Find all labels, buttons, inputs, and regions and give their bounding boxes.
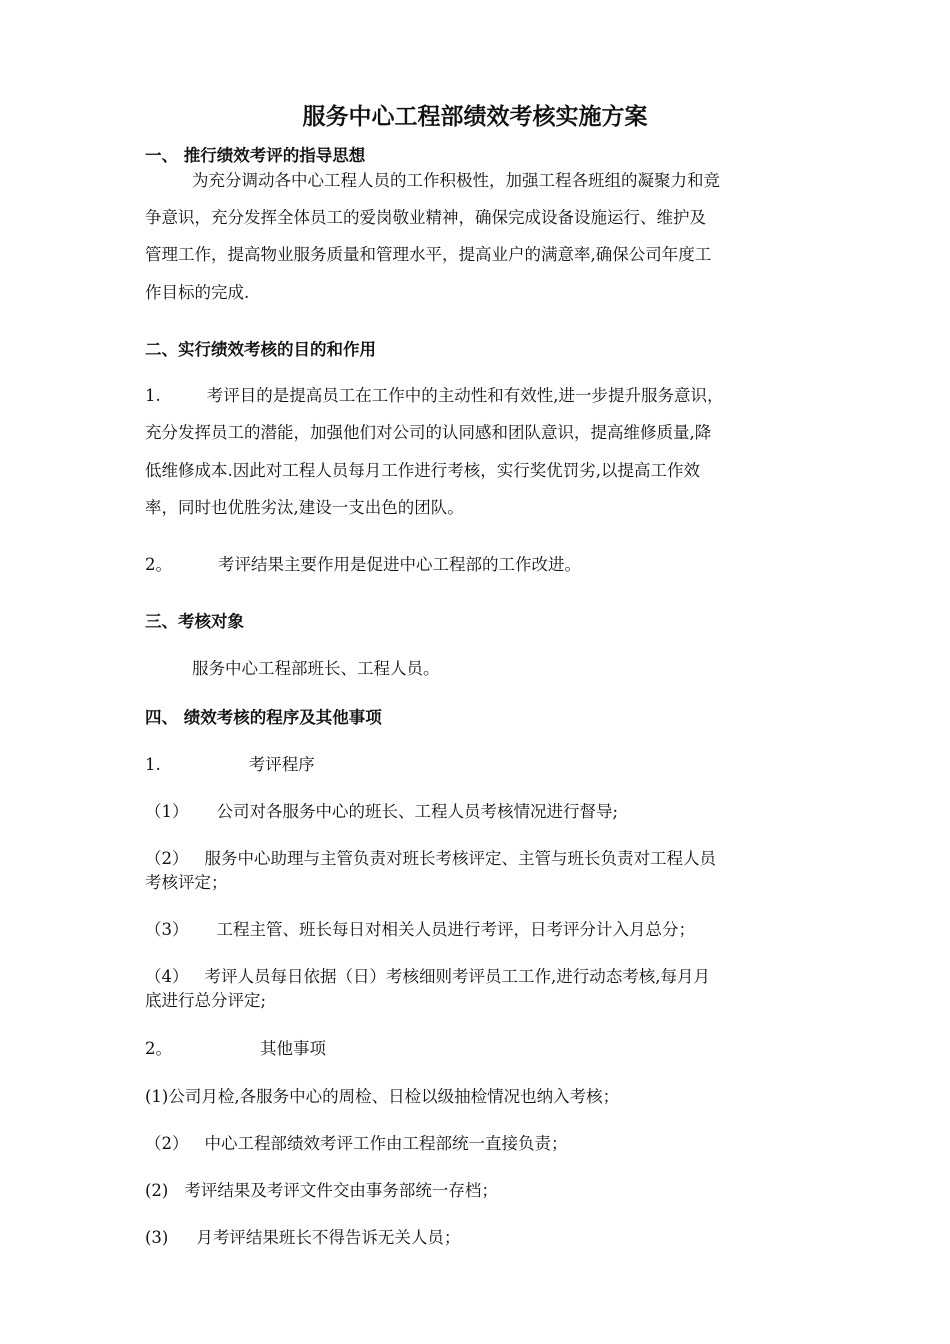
item-number: （1） (145, 802, 189, 821)
item-number: （2） (145, 1134, 189, 1153)
procedure-item-3 (145, 918, 695, 942)
procedure-item-4-line-2: 底进行总分评定; (145, 991, 267, 1010)
item-number: （4） (145, 967, 189, 986)
item-number: （3） (145, 920, 189, 939)
item-number: （2） (145, 849, 189, 868)
item-text: 公司对各服务中心的班长、工程人员考核情况进行督导; (216, 802, 619, 821)
item-text: 月考评结果班长不得告诉无关人员； (196, 1228, 461, 1247)
section-2-item-1-line-4: 率，同时也优胜劣汰,建设一支出色的团队。 (145, 498, 464, 517)
section-3-heading: 三、考核对象 (145, 612, 244, 631)
procedure-item-4-line-1 (145, 965, 710, 989)
section-2-item-1-line-2: 充分发挥员工的潜能，加强他们对公司的认同感和团队意识，提高维修质量,降 (145, 423, 712, 442)
section-2-heading: 二、实行绩效考核的目的和作用 (145, 340, 376, 359)
section-2-item-1-line-3: 低维修成本.因此对工程人员每月工作进行考核，实行奖优罚劣,以提高工作效 (145, 461, 700, 480)
section-1-line-2: 争意识，充分发挥全体员工的爱岗敬业精神，确保完成设备设施运行、维护及 (145, 208, 706, 227)
section-4-heading: 四、 绩效考核的程序及其他事项 (145, 708, 382, 727)
section-1-line-1: 为充分调动各中心工程人员的工作积极性，加强工程各班组的凝聚力和竞 (192, 171, 720, 190)
item-number: 2。 (145, 555, 172, 574)
item-text: 考评人员每日依据（日）考核细则考评员工工作,进行动态考核,每月月 (204, 967, 710, 986)
sub-number: 1. (145, 755, 161, 774)
item-text: 工程主管、班长每日对相关人员进行考评，日考评分计入月总分； (216, 920, 695, 939)
item-text: 中心工程部绩效考评工作由工程部统一直接负责； (204, 1134, 568, 1153)
section-4-sub-2 (145, 1037, 326, 1061)
other-item-4 (145, 1226, 460, 1250)
section-1-heading: 一、 推行绩效考评的指导思想 (145, 146, 366, 165)
item-text: 考评结果主要作用是促进中心工程部的工作改进。 (218, 555, 581, 574)
item-number: (2) (145, 1181, 169, 1200)
section-2-item-2 (145, 553, 581, 577)
sub-number: 2。 (145, 1039, 172, 1058)
item-text: 考评结果及考评文件交由事务部统一存档； (184, 1181, 498, 1200)
item-number: 1. (145, 386, 161, 405)
item-text: 服务中心助理与主管负责对班长考核评定、主管与班长负责对工程人员 (204, 849, 716, 868)
sub-label: 其他事项 (260, 1039, 326, 1058)
section-3-text: 服务中心工程部班长、工程人员。 (192, 659, 440, 678)
section-2-item-1-line-1 (145, 384, 724, 408)
section-1-line-4: 作目标的完成. (145, 283, 250, 302)
item-number: (3) (145, 1228, 169, 1247)
procedure-item-1 (145, 800, 618, 824)
procedure-item-2-line-1 (145, 847, 716, 871)
item-text: 考评目的是提高员工在工作中的主动性和有效性,进一步提升服务意识， (206, 386, 724, 405)
section-4-sub-1 (145, 753, 315, 777)
procedure-item-2-line-2: 考核评定； (145, 873, 228, 892)
section-1-line-3: 管理工作，提高物业服务质量和管理水平，提高业户的满意率,确保公司年度工 (145, 245, 712, 264)
sub-label: 考评程序 (248, 755, 315, 774)
document-title: 服务中心工程部绩效考核实施方案 (302, 104, 648, 130)
other-item-1: (1)公司月检,各服务中心的周检、日检以级抽检情况也纳入考核； (145, 1087, 620, 1106)
other-item-3 (145, 1179, 498, 1203)
other-item-2 (145, 1132, 568, 1156)
